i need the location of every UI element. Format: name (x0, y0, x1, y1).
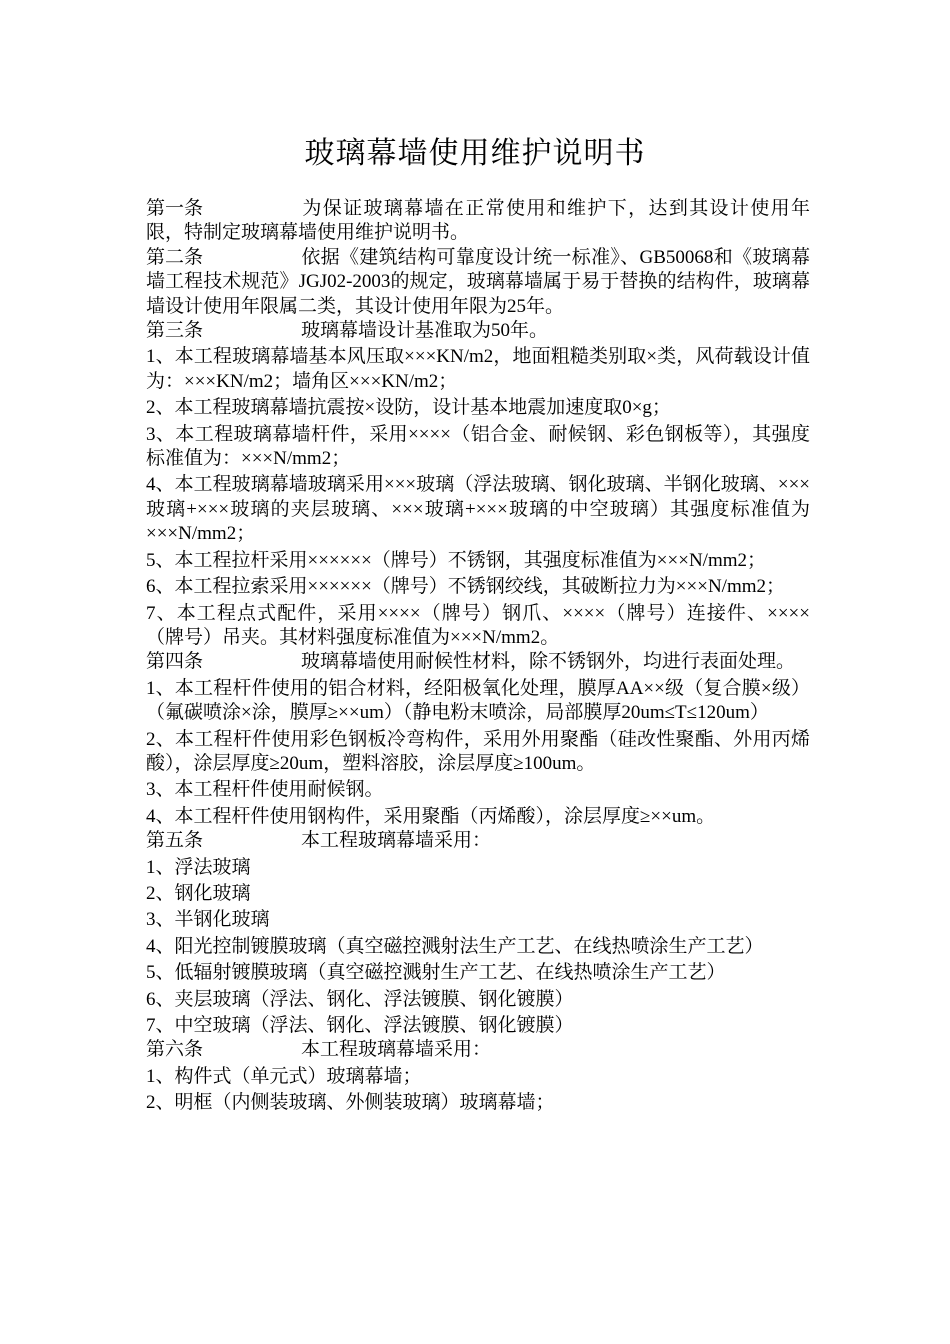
article-4 (146, 650, 810, 674)
list-item: 6、夹层玻璃（浮法、钢化、浮法镀膜、钢化镀膜） (146, 988, 574, 1010)
list-item: 3、本工程杆件使用耐候钢。 (146, 779, 384, 801)
article-label: 第一条 (146, 198, 204, 219)
article-label: 第二条 (146, 246, 204, 268)
list-item: 6、本工程拉索采用××××××（牌号）不锈钢绞线，其破断拉力为×××N/mm2； (146, 576, 785, 598)
document-title: 玻璃幕墙使用维护说明书 (304, 136, 646, 171)
article-label: 第五条 (146, 830, 204, 852)
list-item: 4、本工程玻璃幕墙玻璃采用×××玻璃（浮法玻璃、钢化玻璃、半钢化玻璃、×××玻璃+×××玻璃的夹层玻璃、×××玻璃+×××玻璃的中空玻璃）其强度标准值为×××N/mm2； (146, 474, 810, 545)
article-3 (146, 319, 810, 343)
article-label: 第四条 (146, 651, 204, 673)
list-item: 1、本工程杆件使用的铝合材料，经阳极氧化处理，膜厚AA××级（复合膜×级）（氟碳喷涂×涂，膜厚≥××um）（静电粉末喷涂，局部膜厚20um≤T≤120um） (146, 677, 810, 724)
article-text: 本工程玻璃幕墙采用： (301, 1039, 492, 1061)
article-text: 依据《建筑结构可靠度设计统一标准》、GB50068和《玻璃幕墙工程技术规范》JGJ02-2003的规定，玻璃幕墙属于易于替换的结构件，玻璃幕墙设计使用年限属二类，其设计使用年限为25年。 (146, 246, 810, 317)
list-item: 4、阳光控制镀膜玻璃（真空磁控溅射法生产工艺、在线热喷涂生产工艺） (146, 935, 764, 957)
article-2 (146, 246, 810, 319)
article-label: 第三条 (146, 320, 204, 342)
list-item: 5、本工程拉杆采用××××××（牌号）不锈钢，其强度标准值为×××N/mm2； (146, 549, 766, 571)
list-item: 2、本工程杆件使用彩色钢板冷弯构件，采用外用聚酯（硅改性聚酯、外用丙烯酸），涂层厚度≥20um，塑料溶胶，涂层厚度≥100um。 (146, 728, 810, 774)
list-item: 2、本工程玻璃幕墙抗震按×设防，设计基本地震加速度取0×g； (146, 397, 671, 419)
list-item: 7、本工程点式配件，采用××××（牌号）钢爪、××××（牌号）连接件、××××（牌号）吊夹。其材料强度标准值为×××N/mm2。 (146, 602, 810, 648)
list-item: 1、构件式（单元式）玻璃幕墙； (146, 1065, 422, 1087)
document-body (146, 197, 810, 1116)
list-item: 5、低辐射镀膜玻璃（真空磁控溅射生产工艺、在线热喷涂生产工艺） (146, 962, 726, 984)
list-item: 2、钢化玻璃 (146, 882, 251, 904)
article-text: 本工程玻璃幕墙采用： (301, 830, 492, 852)
list-item: 3、半钢化玻璃 (146, 909, 270, 931)
article-text: 玻璃幕墙使用耐候性材料，除不锈钢外，均进行表面处理。 (301, 651, 796, 673)
article-5 (146, 829, 810, 853)
article-text: 玻璃幕墙设计基准取为50年。 (301, 320, 549, 342)
list-item: 7、中空玻璃（浮法、钢化、浮法镀膜、钢化镀膜） (146, 1015, 574, 1036)
list-item: 3、本工程玻璃幕墙杆件，采用××××（铝合金、耐候钢、彩色钢板等），其强度标准值为：×××N/mm2； (146, 423, 810, 470)
article-1 (146, 197, 810, 246)
article-6 (146, 1038, 810, 1062)
article-label: 第六条 (146, 1039, 204, 1061)
list-item: 4、本工程杆件使用钢构件，采用聚酯（丙烯酸），涂层厚度≥××um。 (146, 805, 716, 827)
article-text: 为保证玻璃幕墙在正常使用和维护下，达到其设计使用年限，特制定玻璃幕墙使用维护说明书。 (146, 198, 810, 244)
list-item: 1、浮法玻璃 (146, 856, 251, 878)
list-item: 2、明框（内侧装玻璃、外侧装玻璃）玻璃幕墙； (146, 1092, 555, 1114)
list-item: 1、本工程玻璃幕墙基本风压取×××KN/m2，地面粗糙类别取×类，风荷载设计值为：×××KN/m2；墙角区×××KN/m2； (146, 346, 810, 392)
